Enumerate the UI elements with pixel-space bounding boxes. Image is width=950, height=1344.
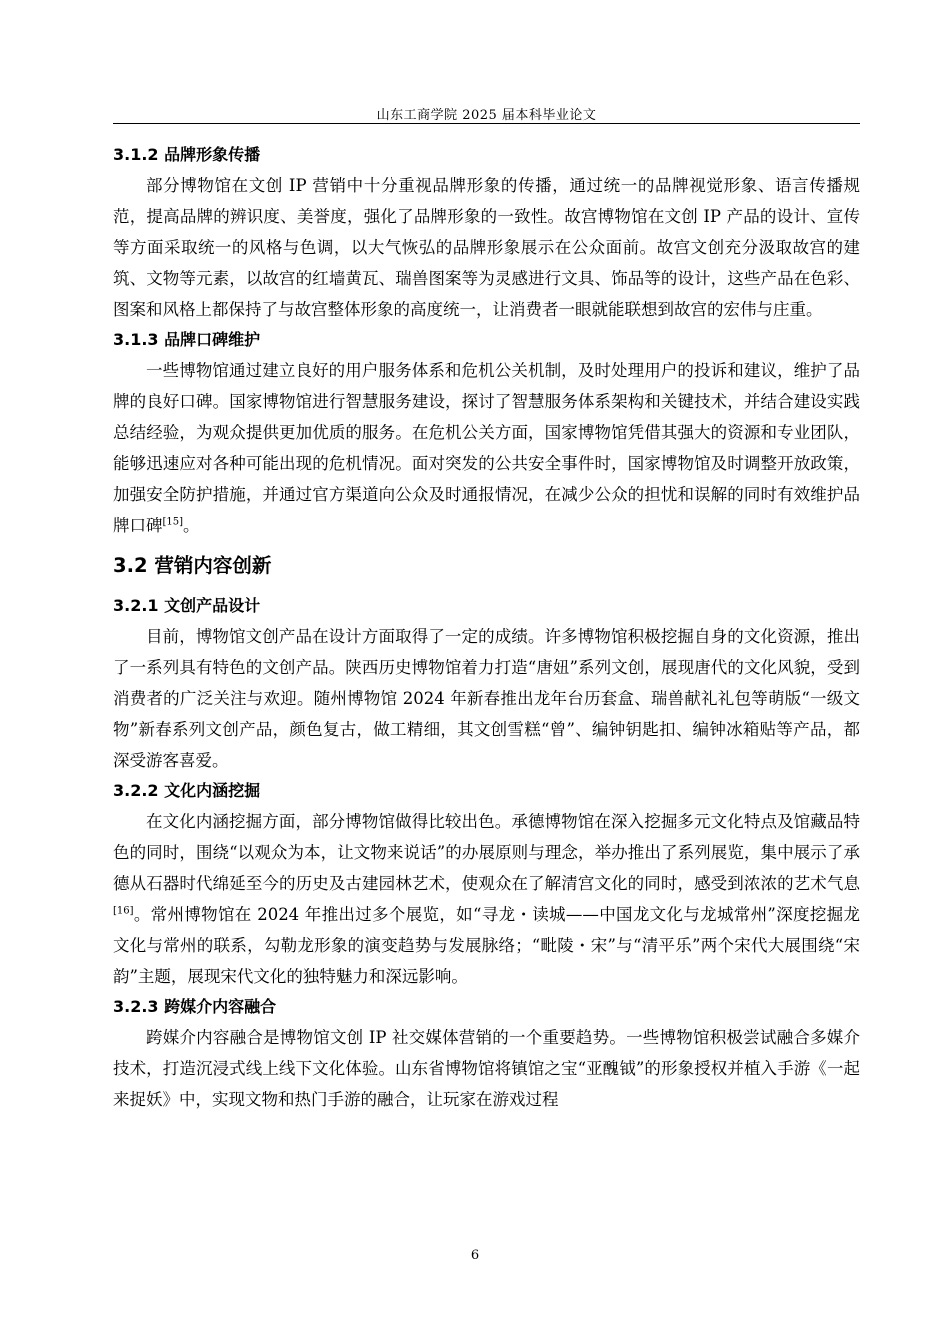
paragraph-cultural-connotation [113,806,860,992]
paragraph-brand-image: 部分博物馆在文创 IP 营销中十分重视品牌形象的传播，通过统一的品牌视觉形象、语言传播规范，提高品牌的辨识度、美誉度，强化了品牌形象的一致性。故宫博物馆在文创 IP 产品的设计、宣传等方面采取统一的风格与色调，以大气恢弘的品牌形象展示在公众面前。故宫文创充分汲取故宫的建筑、文物等元素，以故宫的红墙黄瓦、瑞兽图案等为灵感进行文具、饰品等的设计，这些产品在色彩、图案和风格上都保持了与故宫整体形象的高度统一，让消费者一眼就能联想到故宫的宏伟与庄重。 [113,176,860,319]
running-header: 山东工商学院 2025 届本科毕业论文 [376,108,597,123]
paragraph-cross-media: 跨媒介内容融合是博物馆文创 IP 社交媒体营销的一个重要趋势。一些博物馆积极尝试融合多媒介技术，打造沉浸式线上线下文化体验。山东省博物馆将镇馆之宝“亚醜钺”的形象授权并植入手游《一起来捉妖》中，实现文物和热门手游的融合，让玩家在游戏过程 [113,1028,860,1109]
section-heading-3-2: 3.2 营销内容创新 [113,554,272,577]
paragraph-text: 在文化内涵挖掘方面，部分博物馆做得比较出色。承德博物馆在深入挖掘多元文化特点及馆藏品特色的同时，围绕“以观众为本，让文物来说话”的办展原则与理念，举办推出了系列展览，集中展示了承德从石器时代绵延至今的历史及古建园林艺术，使观众在了解清宫文化的同时，感受到浓浓的艺术气息 [113,812,860,893]
section-heading-3-2-1: 3.2.1 文创产品设计 [113,596,261,615]
page-body [113,140,860,1115]
page-number: 6 [470,1248,480,1263]
citation-ref: [15] [162,516,184,528]
paragraph-text: 一些博物馆通过建立良好的用户服务体系和危机公关机制，及时处理用户的投诉和建议，维护了品牌的良好口碑。国家博物馆进行智慧服务建设，探讨了智慧服务体系架构和关键技术，并结合建设实践总结经验，为观众提供更加优质的服务。在危机公关方面，国家博物馆凭借其强大的资源和专业团队，能够迅速应对各种可能出现的危机情况。面对突发的公共安全事件时，国家博物馆及时调整开放政策，加强安全防护措施，并通过官方渠道向公众及时通报情况，在减少公众的担忧和误解的同时有效维护品牌口碑 [113,361,860,535]
paragraph-tail: 。常州博物馆在 2024 年推出过多个展览，如“寻龙・读城——中国龙文化与龙城常州”深度挖掘龙文化与常州的联系，勾勒龙形象的演变趋势与发展脉络；“毗陵・宋”与“清平乐”两个宋代大展围绕“宋韵”主题，展现宋代文化的独特魅力和深远影响。 [113,905,860,986]
paragraph-tail: 。 [183,516,200,535]
header-rule [113,123,860,124]
section-heading-3-2-2: 3.2.2 文化内涵挖掘 [113,781,261,800]
paragraph-brand-reputation [113,355,860,541]
section-heading-3-1-3: 3.1.3 品牌口碑维护 [113,330,261,349]
section-heading-3-2-3: 3.2.3 跨媒介内容融合 [113,997,277,1016]
section-heading-3-1-2: 3.1.2 品牌形象传播 [113,145,261,164]
paragraph-product-design: 目前，博物馆文创产品在设计方面取得了一定的成绩。许多博物馆积极挖掘自身的文化资源，推出了一系列具有特色的文创产品。陕西历史博物馆着力打造“唐妞”系列文创，展现唐代的文化风貌，受到消费者的广泛关注与欢迎。随州博物馆 2024 年新春推出龙年台历套盒、瑞兽献礼礼包等萌版“一级文物”新春系列文创产品，颜色复古，做工精细，其文创雪糕“曾”、编钟钥匙扣、编钟冰箱贴等产品，都深受游客喜爱。 [113,627,860,770]
citation-ref: [16] [113,905,134,917]
